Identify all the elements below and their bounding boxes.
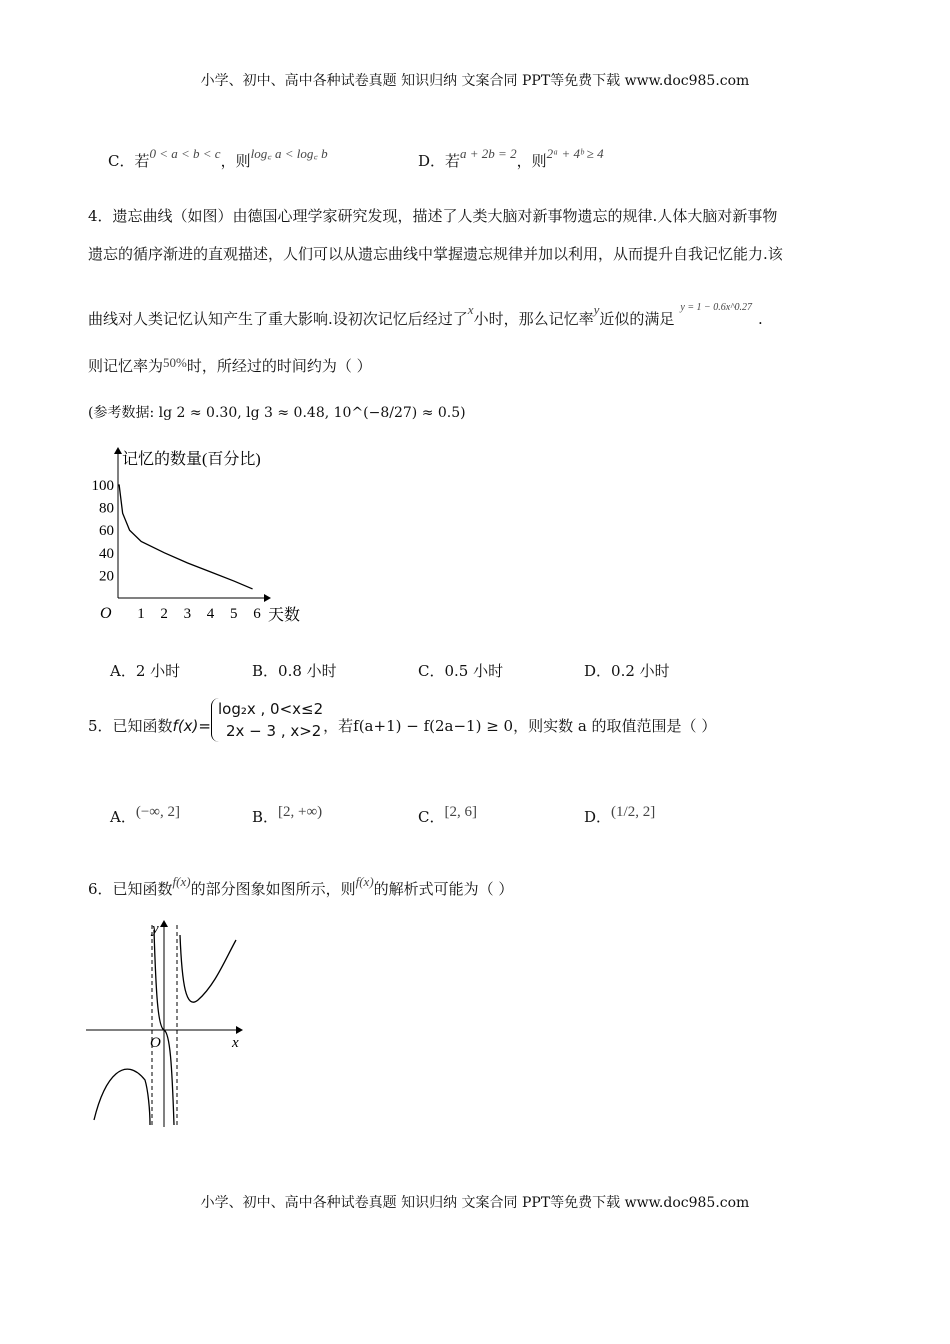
q4-option: B．0.8 小时 xyxy=(252,662,337,680)
function-graph xyxy=(80,915,260,1130)
origin-label: O xyxy=(100,605,112,622)
page-header: 小学、初中、高中各种试卷真题 知识归纳 文案合同 PPT等免费下载 www.doc985.com xyxy=(200,73,750,89)
option-value: [2, 6] xyxy=(444,804,477,820)
y-tick-label: 20 xyxy=(99,568,114,585)
y-tick-label: 60 xyxy=(99,523,114,540)
x-axis-label: 天数 xyxy=(268,607,301,624)
text: 的解析式可能为（ ） xyxy=(373,880,514,898)
q4-line4 xyxy=(88,355,372,376)
curve-right xyxy=(180,935,236,1002)
q4-reference-data: (参考数据: lg 2 ≈ 0.30, lg 3 ≈ 0.48, 10^(−8/27) ≈ 0.5) xyxy=(88,405,466,421)
y-label: y xyxy=(152,921,159,937)
text: 5．已知函数 xyxy=(88,717,173,735)
text: 近似的满足 xyxy=(599,310,675,328)
x-tick-label: 1 xyxy=(137,606,145,622)
condition: a + 2b = 2 xyxy=(460,146,517,161)
period: . xyxy=(757,310,763,328)
q4-option: C．0.5 小时 xyxy=(418,662,504,680)
forgetting-curve-line xyxy=(118,485,252,589)
q6-stem xyxy=(88,874,514,899)
conclusion: log꜀ a < log꜀ b xyxy=(250,146,328,161)
q5-option xyxy=(110,806,180,827)
percent: 50% xyxy=(163,355,187,370)
y-tick-label: 40 xyxy=(99,545,114,562)
case-1: log₂x , 0<x≤2 xyxy=(217,700,324,718)
x-tick-label: 6 xyxy=(253,606,261,622)
q4-option: D．0.2 小时 xyxy=(584,662,670,680)
text: 小时，那么记忆率 xyxy=(473,310,594,328)
option-label: B． xyxy=(252,808,279,826)
q4-option: A．2 小时 xyxy=(110,662,181,680)
forgetting-curve-chart xyxy=(80,440,320,630)
q4-line3 xyxy=(88,302,763,329)
y-axis-label: 记忆的数量(百分比) xyxy=(122,451,261,468)
x-tick-label: 4 xyxy=(206,606,215,622)
option-value: (1/2, 2] xyxy=(611,804,656,820)
q5-option xyxy=(252,806,322,827)
origin-label: O xyxy=(150,1035,161,1051)
option-value: (−∞, 2] xyxy=(135,804,180,820)
piecewise-brace xyxy=(211,698,323,742)
page-footer: 小学、初中、高中各种试卷真题 知识归纳 文案合同 PPT等免费下载 www.doc985.com xyxy=(200,1195,750,1211)
option-value: [2, +∞) xyxy=(278,804,323,820)
q3-option-c xyxy=(108,146,328,171)
function-name: f(x) xyxy=(355,874,374,889)
option-label: A． xyxy=(110,808,136,826)
x-tick-label: 3 xyxy=(183,606,192,622)
option-label: D． xyxy=(584,808,612,826)
curve-left xyxy=(94,1069,150,1125)
text: 的部分图象如图所示，则 xyxy=(190,880,356,898)
conclusion: 2ᵃ + 4ᵇ ≥ 4 xyxy=(546,146,604,161)
text: ，若f(a+1) − f(2a−1) ≥ 0，则实数 a 的取值范围是（ ） xyxy=(323,717,717,735)
x-tick-label: 2 xyxy=(160,606,168,622)
then-text: ，则 xyxy=(220,152,251,170)
text: 则记忆率为 xyxy=(88,357,164,375)
then-text: ，则 xyxy=(516,152,547,170)
variable-y: y xyxy=(593,302,600,317)
variable-x: x xyxy=(467,302,474,317)
text: 6．已知函数 xyxy=(88,880,173,898)
formula: y = 1 − 0.6x^0.27 xyxy=(680,302,752,313)
x-label: x xyxy=(232,1035,239,1051)
text: 曲线对人类记忆认知产生了重大影响.设初次记忆后经过了 xyxy=(88,310,468,328)
text: 时，所经过的时间约为（ ） xyxy=(186,357,372,375)
q3-option-d xyxy=(418,146,604,171)
option-label: D．若 xyxy=(418,152,461,170)
condition: 0 < a < b < c xyxy=(149,146,221,161)
q5-stem xyxy=(88,700,717,742)
option-label: C． xyxy=(418,808,445,826)
function-name: f(x) xyxy=(172,874,191,889)
case-2: 2x − 3 , x>2 xyxy=(225,722,322,740)
x-tick-label: 5 xyxy=(230,606,238,622)
function-name: f(x)= xyxy=(172,717,211,735)
q4-line1: 4．遗忘曲线（如图）由德国心理学家研究发现，描述了人类大脑对新事物遗忘的规律.人体大脑对新事物 xyxy=(88,207,778,225)
option-label: C．若 xyxy=(108,152,150,170)
y-tick-label: 80 xyxy=(99,500,114,517)
y-tick-label: 100 xyxy=(91,478,114,494)
q5-option xyxy=(418,806,477,827)
q4-line2: 遗忘的循序渐进的直观描述，人们可以从遗忘曲线中掌握遗忘规律并加以利用，从而提升自我记忆能力.该 xyxy=(88,245,783,263)
q5-option xyxy=(584,806,655,827)
